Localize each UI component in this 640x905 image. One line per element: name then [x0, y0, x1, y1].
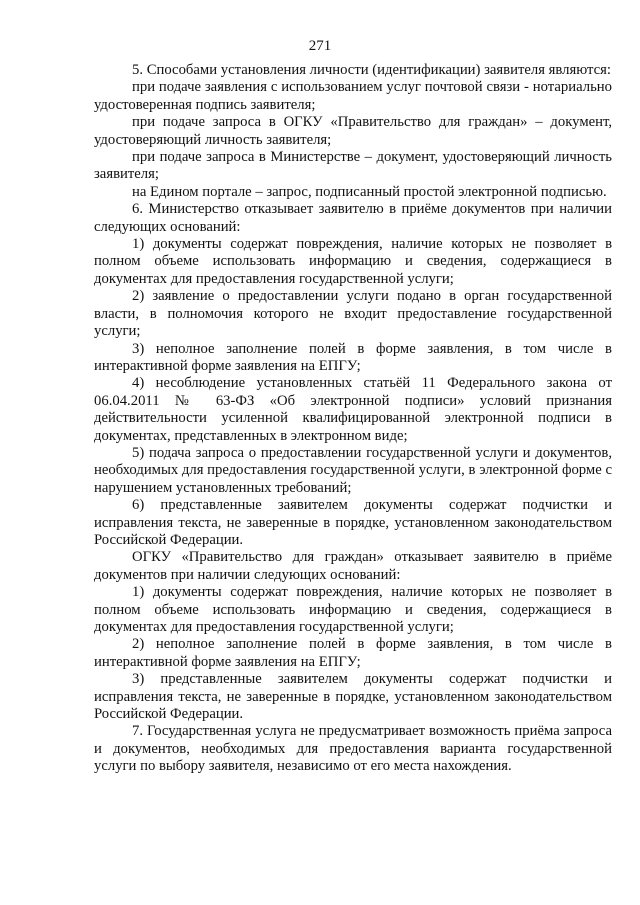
paragraph-ministry-refusal-grounds: 6. Министерство отказывает заявителю в приёме документов при наличии следующих оснований: — [94, 201, 612, 235]
list-item-wrong-authority: 2) заявление о предоставлении услуги подано в орган государственной власти, в полномочия которого не входит предоставление государственной услуги; — [94, 288, 612, 340]
paragraph-ogku-submission: при подаче запроса в ОГКУ «Правительство для граждан» – документ, удостоверяющий личность заявителя; — [94, 114, 612, 148]
list-item-ogku-corrections: 3) представленные заявителем документы содержат подчистки и исправления текста, не заверенные в порядке, установленном законодательством Российской Федерации. — [94, 671, 612, 723]
list-item-damaged-documents: 1) документы содержат повреждения, наличие которых не позволяет в полном объеме использовать информацию и сведения, содержащиеся в документах для предоставления государственной услуги; — [94, 236, 612, 287]
list-item-corrections: 6) представленные заявителем документы содержат подчистки и исправления текста, не заверенные в порядке, установленном законодательством Российской Федерации. — [94, 497, 612, 548]
list-item-incomplete-form: 3) неполное заполнение полей в форме заявления, в том числе в интерактивной форме заявления на ЕПГУ; — [94, 340, 612, 374]
paragraph-extraterritorial: 7. Государственная услуга не предусматривает возможность приёма запроса и документов, необходимых для предоставления варианта государственной услуги по выбору заявителя, независимо от его места нахождения. — [94, 723, 612, 775]
paragraph-postal-submission: при подаче заявления с использованием услуг почтовой связи - нотариально удостоверенная подпись заявителя; — [94, 79, 612, 113]
list-item-signature-noncompliance: 4) несоблюдение установленных статьёй 11 Федерального закона от 06.04.2011 № 63-ФЗ «Об электронной подписи» условий признания действительности усиленной квалифицированной электронной подписи в документах, представленных в электронном виде; — [94, 375, 612, 444]
list-item-ogku-incomplete-form: 2) неполное заполнение полей в форме заявления, в том числе в интерактивной форме заявления на ЕПГУ; — [94, 636, 612, 670]
paragraph-identification-methods: 5. Способами установления личности (идентификации) заявителя являются: — [132, 62, 611, 78]
document-body — [94, 62, 612, 776]
paragraph-portal-submission: на Едином портале – запрос, подписанный простой электронной подписью. — [132, 183, 607, 200]
page-number: 271 — [308, 38, 332, 54]
paragraph-ministry-submission: при подаче запроса в Министерстве – документ, удостоверяющий личность заявителя; — [94, 149, 612, 183]
paragraph-ogku-refusal-grounds: ОГКУ «Правительство для граждан» отказывает заявителю в приёме документов при наличии следующих оснований: — [94, 549, 612, 583]
list-item-ogku-damaged-documents: 1) документы содержат повреждения, наличие которых не позволяет в полном объеме использовать информацию и сведения, содержащиеся в документах для предоставления государственной услуги; — [94, 584, 612, 635]
list-item-electronic-violation: 5) подача запроса о предоставлении государственной услуги и документов, необходимых для предоставления государственной услуги, в электронной форме с нарушением установленных требований; — [94, 444, 612, 496]
